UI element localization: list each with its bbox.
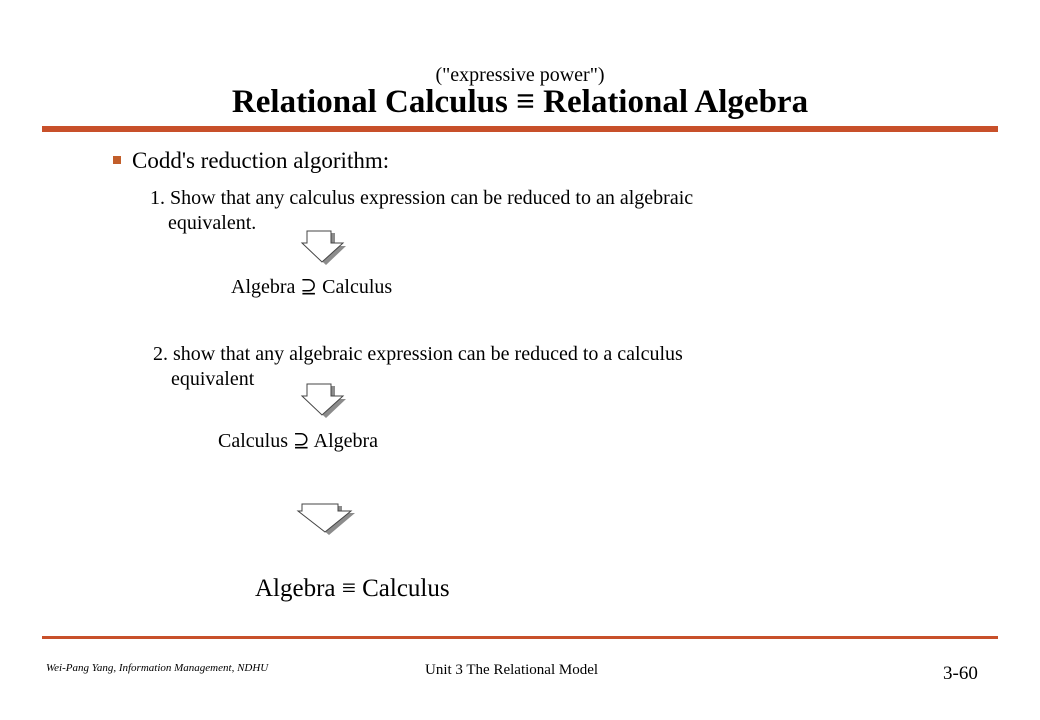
slide-title: Relational Calculus ≡ Relational Algebra	[231, 84, 809, 120]
footer-unit: Unit 3 The Relational Model	[425, 662, 599, 678]
relation-calculus-superset-algebra: Calculus ⊇ Algebra	[218, 430, 379, 452]
step-1-line-2: equivalent.	[168, 212, 257, 234]
relation-algebra-superset-calculus: Algebra ⊇ Calculus	[231, 276, 393, 298]
bullet-icon	[113, 156, 121, 164]
step-1	[150, 186, 693, 236]
step-1-line-1: 1. Show that any calculus expression can be reduced to an algebraic	[150, 187, 694, 209]
down-arrow-icon	[300, 383, 352, 423]
step-2-line-2: equivalent	[171, 368, 255, 390]
footer-divider	[42, 636, 998, 639]
slide-subtitle: ("expressive power")	[435, 64, 605, 86]
step-2	[153, 342, 683, 392]
footer-author: Wei-Pang Yang, Information Management, NDHU	[46, 662, 269, 674]
page-number: 3-60	[943, 663, 978, 684]
step-2-line-1: 2. show that any algebraic expression can be reduced to a calculus	[153, 343, 683, 365]
bullet-heading: Codd's reduction algorithm:	[132, 148, 390, 173]
title-divider	[42, 126, 998, 132]
wide-down-arrow-icon	[293, 503, 361, 539]
down-arrow-icon	[300, 230, 352, 270]
conclusion-equivalence: Algebra ≡ Calculus	[255, 575, 450, 602]
